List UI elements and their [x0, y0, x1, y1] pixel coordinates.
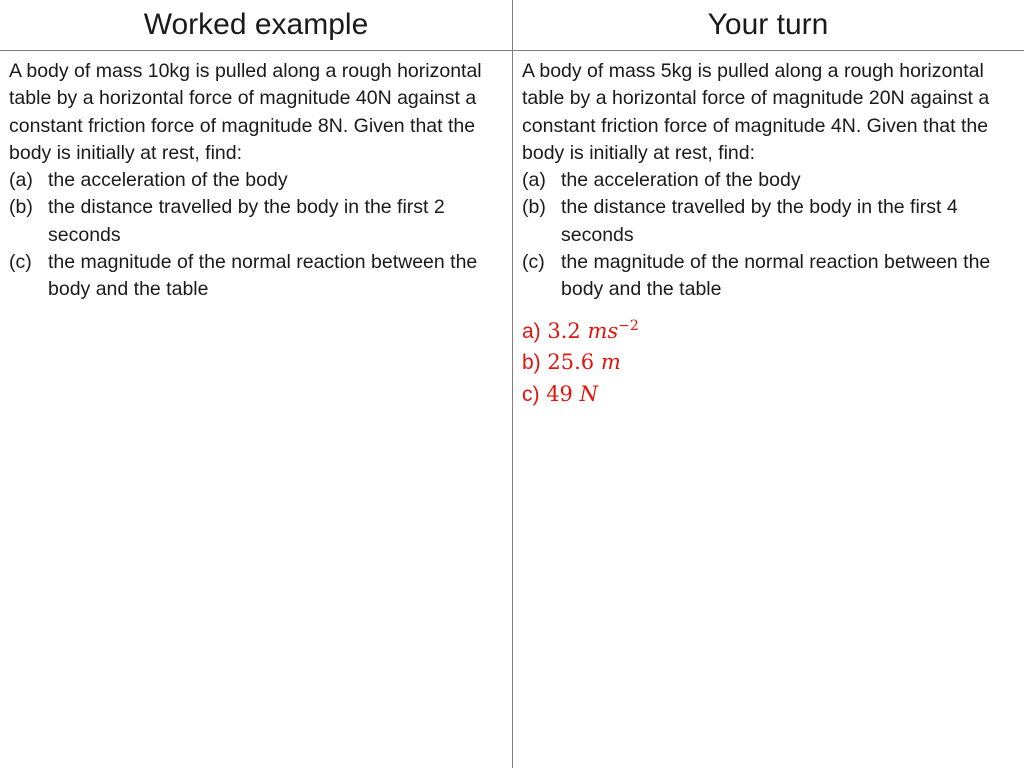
answer-value: 3.2 — [547, 318, 581, 343]
part-marker: (c) — [9, 251, 32, 274]
worked-part-c — [9, 249, 505, 304]
part-text: the acceleration of the body — [561, 169, 801, 192]
answer-label: c) — [522, 382, 540, 406]
part-marker: (a) — [9, 169, 33, 192]
part-text: the distance travelled by the body in the first 4 seconds — [561, 196, 958, 246]
answer-unit: ms — [587, 318, 619, 343]
worked-parts-list — [9, 167, 505, 303]
answer-exponent: −2 — [618, 317, 639, 334]
answer-value: 49 — [546, 381, 573, 406]
part-marker: (b) — [9, 196, 33, 219]
your-turn-title: Your turn — [707, 8, 829, 41]
answer-b — [522, 347, 1018, 379]
part-text: the magnitude of the normal reaction between the body and the table — [561, 251, 991, 301]
answer-label: a) — [522, 319, 541, 343]
part-marker: (b) — [522, 196, 546, 219]
answer-unit: m — [600, 350, 621, 375]
worked-problem-text: A body of mass 10kg is pulled along a rough horizontal table by a horizontal force of magnitude 40N against a constant friction force of magnitude 8N. Given that the body is initially at rest, find: — [9, 60, 482, 164]
answer-unit: N — [579, 381, 598, 406]
part-text: the magnitude of the normal reaction between the body and the table — [48, 251, 478, 301]
column-divider — [512, 0, 513, 768]
your-turn-problem-text: A body of mass 5kg is pulled along a rough horizontal table by a horizontal force of magnitude 20N against a constant friction force of magnitude 4N. Given that the body is initially at rest, find: — [522, 60, 990, 164]
part-marker: (c) — [522, 251, 545, 274]
answer-label: b) — [522, 351, 541, 375]
worked-example-column — [9, 58, 505, 304]
your-turn-part-a — [522, 167, 1018, 194]
answer-value: 25.6 — [547, 350, 595, 375]
your-turn-part-b — [522, 194, 1018, 249]
your-turn-part-c — [522, 249, 1018, 304]
answer-a — [522, 316, 1018, 348]
worked-part-b — [9, 194, 505, 249]
your-turn-parts-list — [522, 167, 1018, 303]
part-text: the distance travelled by the body in the first 2 seconds — [48, 196, 445, 246]
worked-part-a — [9, 167, 505, 194]
worked-example-title: Worked example — [143, 8, 369, 41]
your-turn-column — [522, 58, 1018, 410]
answer-c — [522, 379, 1018, 411]
part-marker: (a) — [522, 169, 546, 192]
answers-block — [522, 316, 1018, 411]
part-text: the acceleration of the body — [48, 169, 288, 192]
